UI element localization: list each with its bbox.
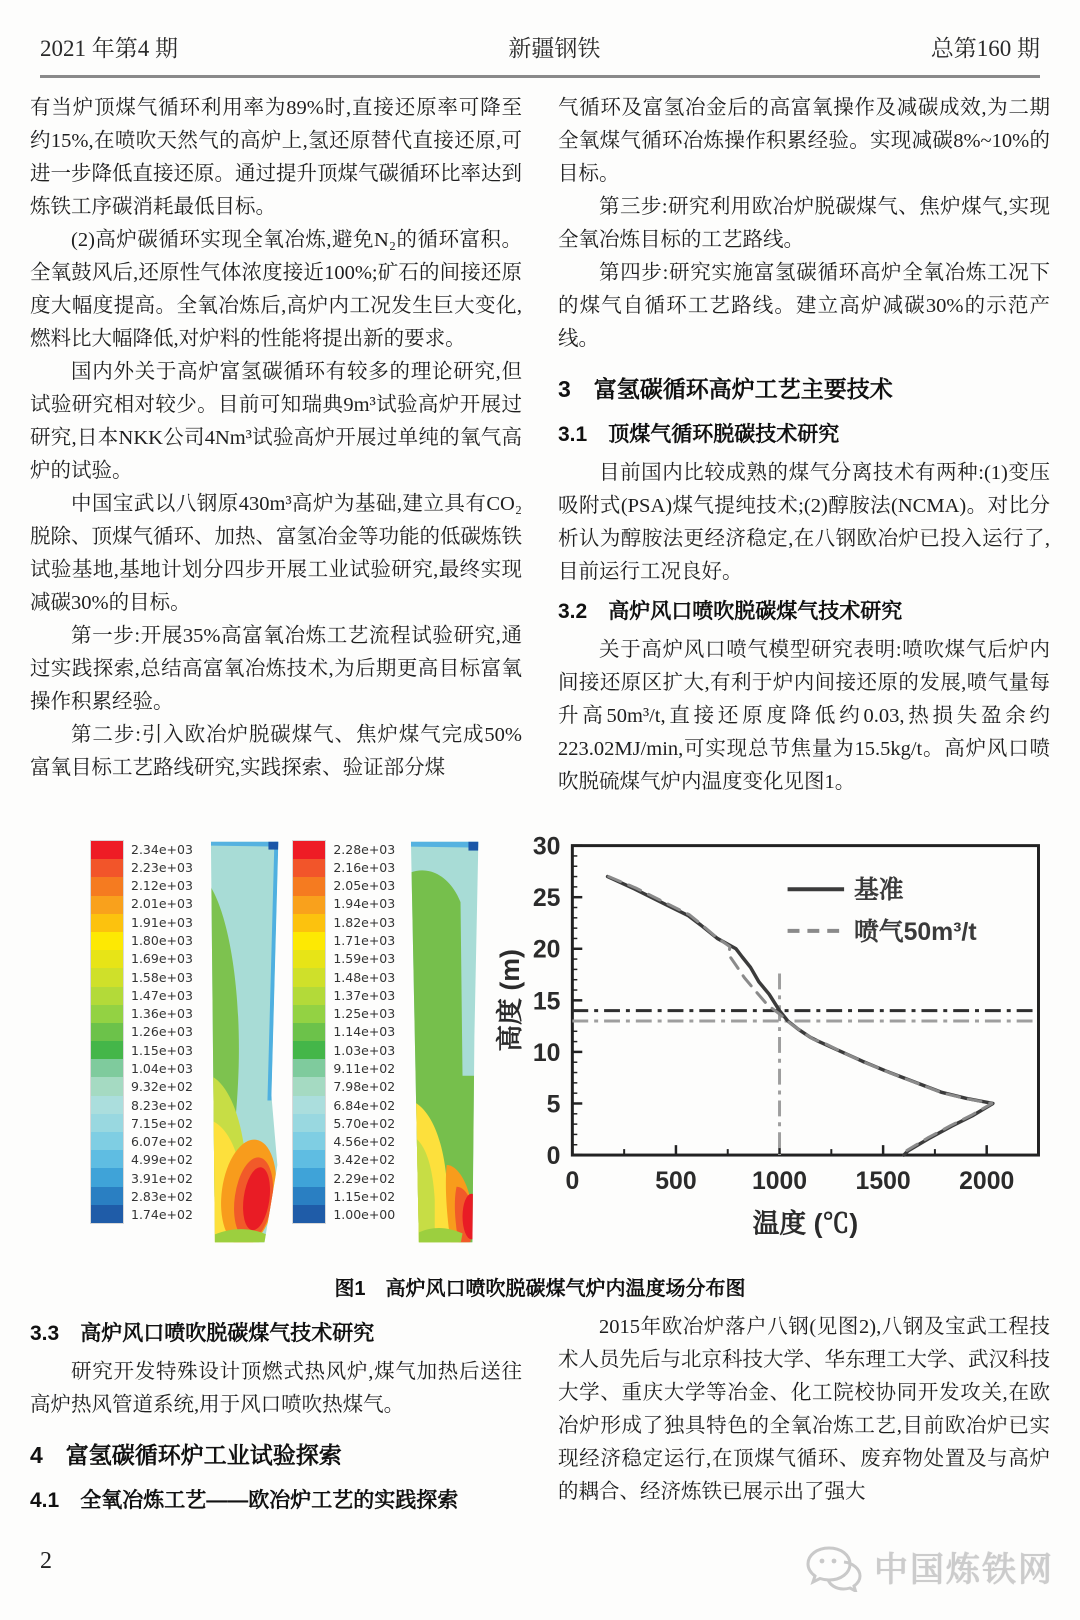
x-tick-label: 1500 [855, 1167, 911, 1195]
colorbar-value-label: 2.05e+03 [333, 878, 396, 894]
colorbar-band [91, 896, 123, 914]
colorbar-value-label: 1.03e+03 [333, 1042, 396, 1058]
y-tick-label: 25 [532, 885, 561, 913]
colorbar-value-label: 1.91e+03 [131, 914, 193, 930]
figure-1-caption: 图1 高炉风口喷吹脱碳煤气炉内温度场分布图 [334, 1278, 746, 1300]
page-header [40, 30, 1040, 78]
colorbar-band [91, 877, 123, 895]
bottom-text-section [30, 1311, 1050, 1561]
colorbar-band [293, 1005, 325, 1023]
colorbar-left [90, 840, 124, 1224]
colorbar-value-label: 6.07e+02 [131, 1134, 193, 1150]
colorbar-band [91, 1005, 123, 1023]
section-heading: 3.2 高炉风口喷吹脱碳煤气技术研究 [558, 600, 903, 623]
wechat-icon [800, 1540, 866, 1592]
colorbar-value-label: 4.99e+02 [131, 1152, 193, 1168]
x-axis-label: 温度 (℃) [752, 1208, 858, 1239]
colorbar-band [293, 987, 325, 1005]
colorbar-value-label: 7.15e+02 [131, 1115, 193, 1131]
x-tick-label: 0 [565, 1167, 579, 1195]
section-heading: 3.1 顶煤气循环脱碳技术研究 [558, 423, 840, 446]
colorbar-value-label: 1.15e+02 [333, 1188, 396, 1204]
colorbar-band [293, 1041, 325, 1059]
watermark-text: 中国炼铁网 [874, 1550, 1054, 1589]
paragraph: 国内外关于高炉富氢碳循环有较多的理论研究,但试验研究相对较少。目前可知瑞典9m³试验高炉开展过研究,日本NKK公司4Nm³试验高炉开展过单纯的氧气高炉的试验。 [30, 361, 522, 482]
y-tick-label: 5 [546, 1091, 561, 1119]
colorbar-band [91, 1205, 123, 1223]
colorbar-value-label: 1.26e+03 [131, 1024, 193, 1040]
y-tick-label: 10 [532, 1039, 561, 1067]
page-number: 2 [40, 1548, 52, 1574]
paragraph: 2015年欧冶炉落户八钢(见图2),八钢及宝武工程技术人员先后与北京科技大学、华东理工大学、武汉科技大学、重庆大学等冶金、化工院校协同开发攻关,在欧冶炉形成了独具特色的全氧冶炼工艺,目前欧冶炉已实现经济稳定运行,在顶煤气循环、废弃物处置及与高炉的耦合、经济炼铁已展示出了强大 [558, 1316, 1050, 1503]
colorbar-band [91, 1096, 123, 1114]
colorbar-value-label: 1.37e+03 [333, 987, 396, 1003]
colorbar-band [293, 1132, 325, 1150]
x-tick-label: 1000 [751, 1167, 807, 1195]
colorbar-band [293, 841, 325, 859]
y-tick-label: 20 [532, 936, 561, 964]
colorbar-value-label: 1.59e+03 [333, 951, 396, 967]
colorbar-value-label: 2.34e+03 [131, 841, 193, 857]
colorbar-value-label: 9.32e+02 [131, 1079, 193, 1095]
colorbar-band [293, 1114, 325, 1132]
colorbar-value-label: 3.42e+02 [333, 1152, 396, 1168]
colorbar-value-label: 1.15e+03 [131, 1042, 193, 1058]
temperature-contour-plot-baseline [201, 836, 284, 1246]
colorbar-band [91, 1114, 123, 1132]
header-journal-title: 新疆钢铁 [508, 36, 601, 61]
colorbar-value-label: 2.16e+03 [333, 859, 396, 875]
colorbar-band [91, 968, 123, 986]
colorbar-band [293, 896, 325, 914]
colorbar-value-label: 1.82e+03 [333, 914, 396, 930]
colorbar-left-labels [131, 840, 193, 1224]
colorbar-value-label: 1.69e+03 [131, 951, 193, 967]
colorbar-value-label: 9.11e+02 [333, 1061, 396, 1077]
colorbar-band [91, 1132, 123, 1150]
colorbar-band [91, 1023, 123, 1041]
colorbar-value-label: 2.83e+02 [131, 1188, 193, 1204]
colorbar-band [91, 1187, 123, 1205]
colorbar-band [91, 1077, 123, 1095]
colorbar-band [293, 932, 325, 950]
colorbar-legend-right [292, 840, 395, 1224]
legend-label: 喷气50m³/t [853, 918, 977, 946]
column-top-right [558, 92, 1050, 818]
section-heading: 3 富氢碳循环高炉工艺主要技术 [558, 376, 893, 402]
colorbar-band [91, 1150, 123, 1168]
colorbar-value-label: 1.00e+00 [333, 1207, 396, 1223]
paragraph: 第二步:引入欧冶炉脱碳煤气、焦炉煤气完成50%富氧目标工艺路线研究,实践探索、验证部分煤 [30, 724, 522, 779]
colorbar-value-label: 1.48e+03 [333, 969, 396, 985]
column-bottom-left [30, 1311, 522, 1561]
colorbar-value-label: 2.12e+03 [131, 878, 193, 894]
colorbar-value-label: 4.56e+02 [333, 1134, 396, 1150]
colorbar-band [293, 877, 325, 895]
paragraph: (2)高炉碳循环实现全氧冶炼,避免N₂的循环富积。全氧鼓风后,还原性气体浓度接近100%;矿石的间接还原度大幅度提高。全氧冶炼后,高炉内工况发生巨大变化,燃料比大幅降低,对炉料的性能将提出新的要求。 [30, 229, 522, 350]
y-axis-label: 高度 (m) [494, 949, 525, 1052]
colorbar-band [293, 1059, 325, 1077]
header-volume: 总第160 期 [930, 36, 1040, 61]
temperature-contour-plot-injection [403, 836, 486, 1246]
colorbar-value-label: 1.04e+03 [131, 1061, 193, 1077]
colorbar-band [91, 1041, 123, 1059]
colorbar-band [293, 914, 325, 932]
series-dashed [608, 877, 991, 1151]
colorbar-value-label: 1.74e+02 [131, 1207, 193, 1223]
watermark-logo [800, 1540, 1054, 1592]
section-heading: 4 富氢碳循环炉工业试验探索 [30, 1442, 342, 1468]
x-tick-label: 500 [654, 1167, 697, 1195]
colorbar-band [293, 1168, 325, 1186]
colorbar-right-labels [333, 840, 395, 1224]
page-content [0, 78, 1080, 1561]
y-tick-label: 0 [546, 1142, 561, 1170]
section-heading: 3.3 高炉风口喷吹脱碳煤气技术研究 [30, 1322, 375, 1345]
colorbar-band [91, 841, 123, 859]
colorbar-value-label: 1.25e+03 [333, 1006, 396, 1022]
colorbar-value-label: 1.80e+03 [131, 933, 193, 949]
colorbar-value-label: 6.84e+02 [333, 1097, 396, 1113]
top-text-section [30, 92, 1050, 818]
colorbar-value-label: 1.36e+03 [131, 1006, 193, 1022]
paragraph: 关于高炉风口喷气模型研究表明:喷吹煤气后炉内间接还原区扩大,有利于炉内间接还原的发展,喷气量每升高50m³/t,直接还原度降低约0.03,热损失盈余约223.02MJ/min,可实现总节焦量为15.5kg/t。高炉风口喷吹脱硫煤气炉内温度变化见图1。 [558, 639, 1050, 793]
colorbar-value-label: 1.14e+03 [333, 1024, 396, 1040]
colorbar-value-label: 2.01e+03 [131, 896, 193, 912]
paragraph: 有当炉顶煤气循环利用率为89%时,直接还原率可降至约15%,在喷吹天然气的高炉上,氢还原替代直接还原,可进一步降低直接还原。通过提升顶煤气碳循环比率达到炼铁工序碳消耗最低目标。 [30, 97, 522, 218]
section-heading: 4.1 全氧冶炼工艺——欧冶炉工艺的实践探索 [30, 1489, 459, 1512]
y-tick-label: 15 [532, 988, 561, 1016]
x-tick-label: 2000 [958, 1167, 1014, 1195]
header-issue: 2021 年第4 期 [40, 36, 178, 61]
column-bottom-right [558, 1311, 1050, 1561]
y-tick-label: 30 [532, 833, 561, 861]
colorbar-value-label: 7.98e+02 [333, 1079, 396, 1095]
colorbar-band [293, 950, 325, 968]
paragraph: 第三步:研究利用欧冶炉脱碳煤气、焦炉煤气,实现全氧冶炼目标的工艺路线。 [558, 196, 1050, 251]
colorbar-band [293, 1187, 325, 1205]
paragraph: 第一步:开展35%高富氧冶炼工艺流程试验研究,通过实践探索,总结高富氧冶炼技术,为后期更高目标富氧操作积累经验。 [30, 625, 522, 713]
colorbar-band [293, 859, 325, 877]
colorbar-value-label: 1.58e+03 [131, 969, 193, 985]
colorbar-band [293, 1096, 325, 1114]
colorbar-band [91, 1168, 123, 1186]
colorbar-right [292, 840, 326, 1224]
colorbar-band [91, 950, 123, 968]
colorbar-value-label: 2.29e+02 [333, 1170, 396, 1186]
colorbar-value-label: 1.47e+03 [131, 987, 193, 1003]
colorbar-band [91, 1059, 123, 1077]
colorbar-legend-left [90, 840, 193, 1224]
colorbar-value-label: 1.71e+03 [333, 933, 396, 949]
colorbar-value-label: 5.70e+02 [333, 1115, 396, 1131]
colorbar-value-label: 3.91e+02 [131, 1170, 193, 1186]
colorbar-value-label: 2.23e+03 [131, 859, 193, 875]
legend-label: 基准 [853, 877, 904, 905]
colorbar-value-label: 1.94e+03 [333, 896, 396, 912]
paragraph: 第四步:研究实施富氢碳循环高炉全氧冶炼工况下的煤气自循环工艺路线。建立高炉减碳30%的示范产线。 [558, 262, 1050, 350]
colorbar-band [293, 968, 325, 986]
figure-1 [30, 826, 1050, 1258]
paragraph: 气循环及富氢冶金后的高富氧操作及减碳成效,为二期全氧煤气循环冶炼操作积累经验。实现减碳8%~10%的目标。 [558, 97, 1050, 185]
colorbar-band [293, 1023, 325, 1041]
colorbar-band [293, 1205, 325, 1223]
column-top-left [30, 92, 522, 818]
colorbar-band [293, 1077, 325, 1095]
paragraph: 中国宝武以八钢原430m³高炉为基础,建立具有CO₂脱除、顶煤气循环、加热、富氢冶金等功能的低碳炼铁试验基地,基地计划分四步开展工业试验研究,最终实现减碳30%的目标。 [30, 493, 522, 614]
colorbar-band [91, 859, 123, 877]
colorbar-band [91, 914, 123, 932]
paragraph: 研究开发特殊设计顶燃式热风炉,煤气加热后送往高炉热风管道系统,用于风口喷吹热煤气。 [30, 1361, 522, 1416]
colorbar-band [91, 932, 123, 950]
temperature-line-chart [495, 826, 1050, 1256]
colorbar-value-label: 2.28e+03 [333, 841, 396, 857]
colorbar-band [293, 1150, 325, 1168]
colorbar-value-label: 8.23e+02 [131, 1097, 193, 1113]
paragraph: 目前国内比较成熟的煤气分离技术有两种:(1)变压吸附式(PSA)煤气提纯技术;(2)醇胺法(NCMA)。对比分析认为醇胺法更经济稳定,在八钢欧冶炉已投入运行了,目前运行工况良好。 [558, 462, 1050, 583]
colorbar-band [91, 987, 123, 1005]
